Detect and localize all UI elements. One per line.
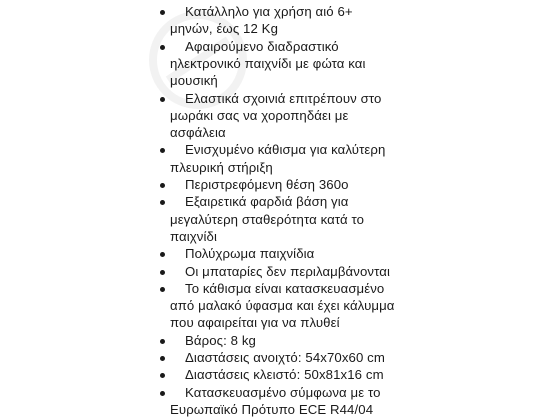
bullet-icon [160,10,165,15]
feature-text-line: Βάρος: 8 kg [185,332,256,348]
bullet-icon [160,148,165,153]
feature-text-line: ηλεκτρονικό παιχνίδι με φώτα και [170,55,366,71]
feature-text-line: Κατάλληλο για χρήση αιό 6+ [185,4,353,19]
feature-text-line: Περιστρεφόμενη θέση 360ο [185,177,349,192]
bullet-icon [160,339,165,344]
bullet-icon [160,252,165,257]
bullet-icon [160,183,165,188]
feature-text-line: Ενισχυμένο κάθισμα για καλύτερη [185,142,386,158]
feature-text-line: Ελαστικά σχοινιά επιτρέπουν στο [185,90,382,106]
feature-text-line: μουσική [170,73,218,89]
bullet-icon [160,270,165,275]
bullet-icon [160,287,165,292]
feature-text-line: παιχνίδι [170,228,217,244]
bullet-icon [160,373,165,378]
bullet-icon [160,45,165,50]
bullet-icon [160,391,165,396]
feature-text-line: Διαστάσεις κλειστό: 50x81x16 cm [185,367,384,383]
feature-text-line: Το κάθισμα είναι κατασκευασμένο [185,280,385,296]
feature-text-line: Διαστάσεις ανοιχτό: 54x70x60 cm [185,350,385,365]
feature-text-line: πλευρική στήριξη [170,159,273,175]
feature-text-line: Ευρωπαϊκό Πρότυπο ECE R44/04 [170,401,374,417]
feature-text-line: μεγαλύτερη σταθερότητα κατά το [170,211,364,227]
feature-text-line: που αφαιρείται για να πλυθεί [170,315,340,331]
bullet-icon [160,356,165,361]
bullet-icon [160,200,165,205]
feature-text-line: Οι μπαταρίες δεν περιλαμβάνονται [185,263,390,279]
bullet-icon [160,97,165,102]
feature-text-line: Εξαιρετικά φαρδιά βάση για [185,194,349,210]
feature-text-line: από μαλακό ύφασμα και έχει κάλυμμα [170,298,395,314]
feature-text-line: μωράκι σας να χοροπηδάει με [170,107,349,123]
feature-text-line: Κατασκευασμένο σύμφωνα με το [185,384,381,400]
feature-text-line: Αφαιρούμενο διαδραστικό [185,38,339,54]
feature-text-line: ασφάλεια [170,125,226,141]
feature-text-line: Πολύχρωμα παιχνίδια [185,246,315,262]
feature-text-line: μηνών, έως 12 Kg [170,21,279,37]
